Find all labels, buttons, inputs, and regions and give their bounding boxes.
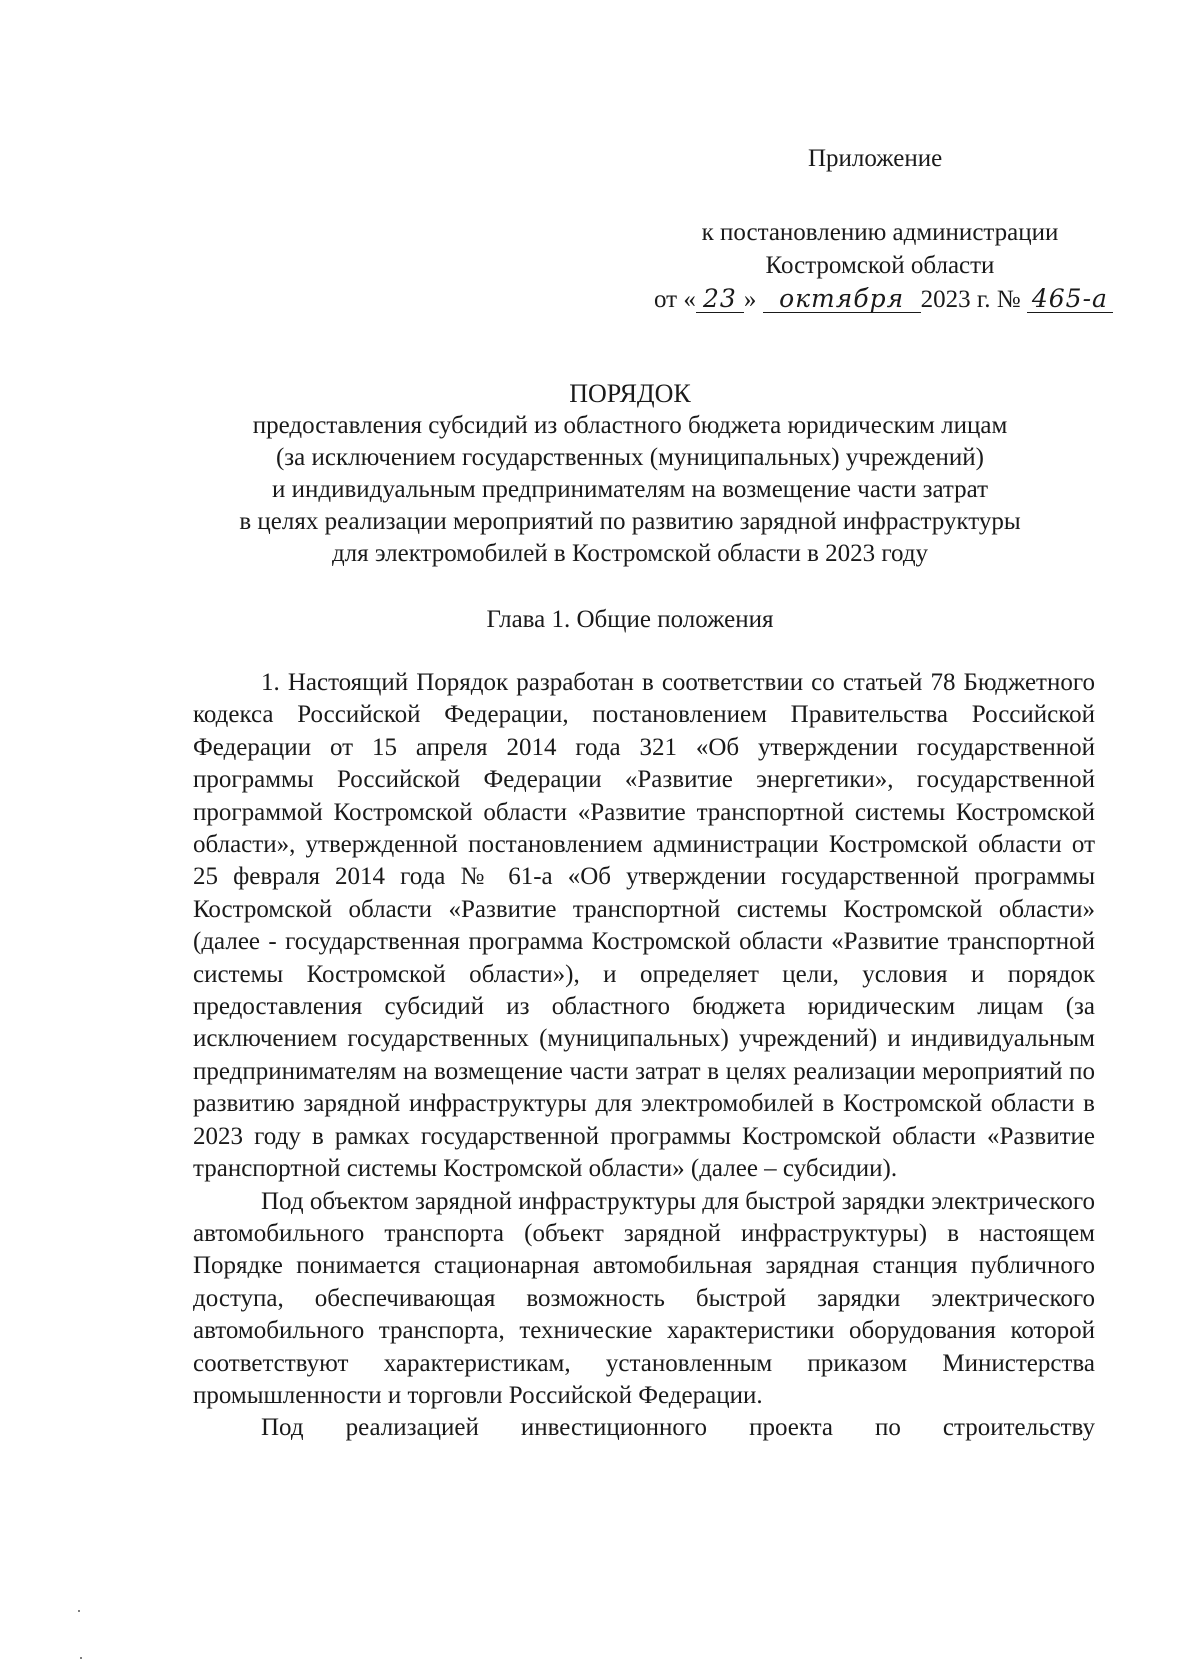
handwritten-day: 23 <box>696 286 744 313</box>
handwritten-month: октября <box>763 286 921 313</box>
resolution-line: к постановлению администрации <box>701 219 1059 246</box>
resolution-reference <box>640 216 1120 282</box>
scan-speck <box>78 1610 80 1612</box>
handwritten-doc-number: 465-а <box>1027 286 1113 313</box>
subtitle-line: предоставления субсидий из областного бюджета юридическим лицам <box>252 412 1008 439</box>
date-mid: » <box>743 286 757 313</box>
paragraph: Под реализацией инвестиционного проекта по строительству <box>261 1414 1095 1442</box>
subtitle-line: в целях реализации мероприятий по развитию зарядной инфраструктуры <box>239 508 1021 535</box>
subtitle-line: для электромобилей в Костромской области в 2023 году <box>331 540 929 567</box>
document-title-block <box>170 378 1090 570</box>
date-year-text: 2023 г. № <box>920 286 1021 313</box>
subtitle-line: (за исключением государственных (муниципальных) учреждений) <box>275 444 984 471</box>
resolution-line: Костромской области <box>765 252 995 279</box>
document-title: ПОРЯДОК <box>569 379 691 408</box>
scan-speck <box>80 1657 82 1659</box>
paragraph: Под объектом зарядной инфраструктуры для быстрой зарядки электрического автомобильного транспорта (объект зарядной инфраструктуры) в настоящем Порядке понимается стационарная автомобильная зарядная станция публичного доступа, обеспечивающая возможность быстрой зарядки электрического автомобильного транспорта, технические характеристики оборудования которой соответствуют характеристикам, установленным приказом Министерства промышленности и торговли Российской Федерации. <box>193 1187 1095 1409</box>
subtitle-line: и индивидуальным предпринимателям на возмещение части затрат <box>271 476 989 503</box>
resolution-date-line <box>654 283 1113 316</box>
chapter-heading: Глава 1. Общие положения <box>486 606 774 633</box>
body-text <box>193 667 1095 1445</box>
paragraph: 1. Настоящий Порядок разработан в соответствии со статьей 78 Бюджетного кодекса Российской Федерации, постановлением Правительства Российской Федерации от 15 апреля 2014 года 321 «Об утверждении государственной программы Российской Федерации «Развитие энергетики», государственной программой Костромской области «Развитие транспортной системы Костромской области», утвержденной постановлением администрации Костромской области от 25 февраля 2014 года № 61-а «Об утверждении государственной программы Костромской области «Развитие транспортной системы Костромской области» (далее - государственная программа Костромской области «Развитие транспортной системы Костромской области»), и определяет цели, условия и порядок предоставления субсидий из областного бюджета юридическим лицам (за исключением государственных (муниципальных) учреждений) и индивидуальным предпринимателям на возмещение части затрат в целях реализации мероприятий по развитию зарядной инфраструктуры для электромобилей в Костромской области в 2023 году в рамках государственной программы Костромской области «Развитие транспортной системы Костромской области» (далее – субсидии). <box>193 669 1095 1183</box>
date-prefix: от « <box>654 286 696 313</box>
appendix-label: Приложение <box>808 145 943 172</box>
